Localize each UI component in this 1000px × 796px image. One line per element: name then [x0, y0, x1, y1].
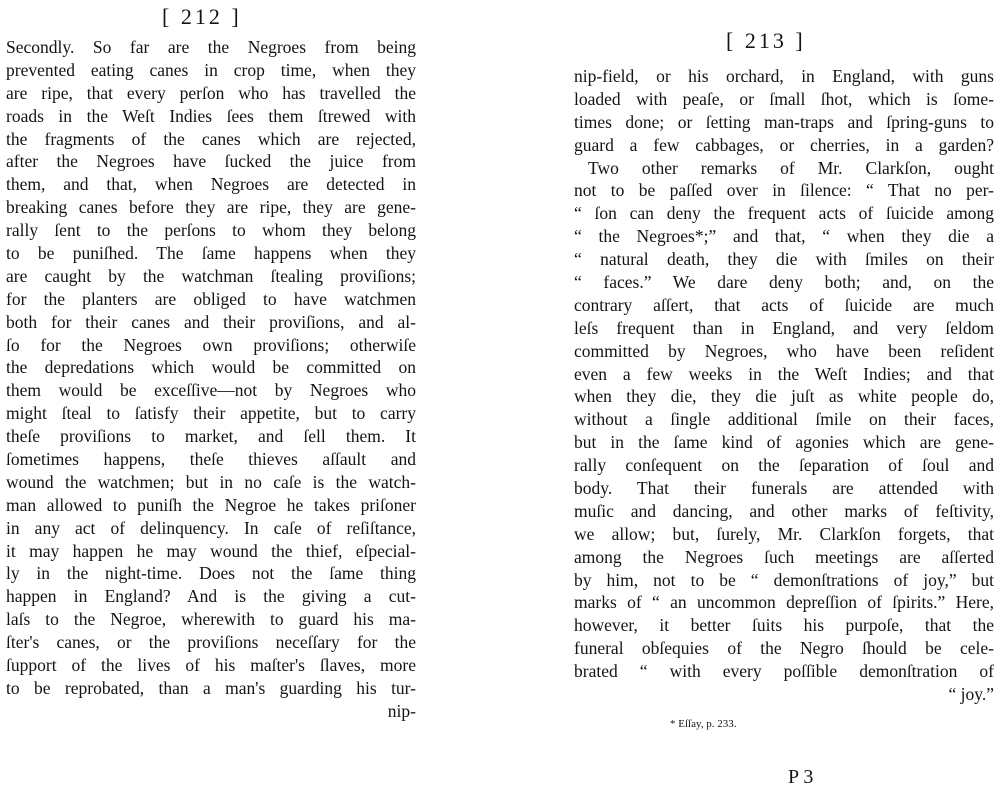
text-line: the depredations which would be committed on	[6, 357, 416, 378]
text-line: “ the Negroes*;” and that, “ when they die a	[574, 226, 994, 247]
text-line: theſe proviſions to market, and ſell them. It	[6, 426, 416, 447]
text-line: to be reprobated, than a man's guarding his tur-	[6, 677, 416, 698]
text-line: when they die, they die juſt as white people do,	[574, 386, 994, 407]
text-line: not to be paſſed over in ſilence: “ That no per-	[574, 180, 994, 201]
text-line: however, it better ſuits his purpoſe, that the	[574, 615, 994, 636]
text-line: prevented eating canes in crop time, when they	[6, 59, 416, 80]
text-line: committed by Negroes, who have been reſident	[574, 340, 994, 361]
text-line: ſo for the Negroes own proviſions; otherwiſe	[6, 334, 416, 355]
text-line: to be puniſhed. The ſame happens when they	[6, 243, 416, 264]
text-line: happen in England? And is the giving a cut-	[6, 586, 416, 607]
text-line: them would be exceſſive—not by Negroes who	[6, 380, 416, 401]
right-page	[560, 0, 1000, 796]
text-line: wound the watchmen; but in no caſe is the watch-	[6, 471, 416, 492]
text-line: the fragments of the canes which are rejected,	[6, 128, 416, 149]
text-line: but in the ſame kind of agonies which are gene-	[574, 432, 994, 453]
text-line: “ natural death, they die with ſmiles on their	[574, 249, 994, 270]
text-line: nip-	[387, 700, 416, 721]
text-line: without a ſingle additional ſmile on their faces,	[574, 409, 994, 430]
text-line: ſometimes happens, theſe thieves aſſault and	[6, 449, 416, 470]
text-line: Secondly. So far are the Negroes from being	[6, 37, 416, 57]
text-line: contrary aſſert, that acts of ſuicide are much	[574, 294, 994, 315]
right-page-text	[574, 65, 994, 706]
text-line: funeral obſequies of the Negro ſhould be cele-	[574, 638, 994, 659]
text-line: body. That their funerals are attended with	[574, 478, 994, 499]
text-line: guard a few cabbages, or cherries, in a garden?	[574, 134, 994, 155]
text-line: by him, not to be “ demonſtrations of joy,” but	[574, 569, 994, 590]
page-number-213: [ 213 ]	[726, 28, 806, 53]
text-line: “ faces.” We dare deny both; and, on the	[574, 272, 994, 293]
text-line: them, and that, when Negroes are detected in	[6, 174, 416, 195]
signature-mark: P 3	[788, 766, 814, 788]
text-line: are ripe, that every perſon who has travelled the	[6, 82, 416, 103]
text-line: both for their canes and their proviſions, and al-	[6, 311, 416, 332]
text-line: brated “ with every poſſible demonſtration of	[574, 661, 994, 682]
left-page-text	[6, 36, 416, 723]
text-line: times done; or ſetting man-traps and ſpring-guns to	[574, 111, 994, 132]
text-line: breaking canes before they are ripe, they are gene-	[6, 197, 416, 218]
text-line: it may happen he may wound the thief, eſpecial-	[6, 540, 416, 561]
text-line: after the Negroes have ſucked the juice from	[6, 151, 416, 172]
text-line: might ſteal to ſatisfy their appetite, but to carry	[6, 403, 416, 424]
text-line: ſter's canes, or the proviſions neceſſary for the	[6, 632, 416, 653]
text-line: loaded with peaſe, or ſmall ſhot, which is ſome-	[574, 88, 994, 109]
text-line: among the Negroes ſuch meetings are aſſerted	[574, 546, 994, 567]
footnote: * Eſſay, p. 233.	[670, 718, 737, 730]
text-line: roads in the Weſt Indies ſees them ſtrewed with	[6, 105, 416, 126]
text-line: nip-field, or his orchard, in England, with guns	[574, 66, 994, 86]
text-line: in any act of delinquency. In caſe of reſiſtance,	[6, 517, 416, 538]
text-line: ſupport of the lives of his maſter's ſlaves, more	[6, 655, 416, 676]
text-line: muſic and dancing, and other marks of feſtivity,	[574, 500, 994, 521]
text-line: “ ſon can deny the frequent acts of ſuicide among	[574, 203, 994, 224]
text-line: Two other remarks of Mr. Clarkſon, ought	[588, 157, 994, 178]
text-line: man allowed to puniſh the Negroe he takes priſoner	[6, 494, 416, 515]
text-line: are caught by the watchman ſtealing proviſions;	[6, 265, 416, 286]
text-line: marks of “ an uncommon depreſſion of ſpirits.” Here,	[574, 592, 994, 613]
text-line: rally ſent to the perſons to whom they belong	[6, 220, 416, 241]
text-line: we allow; but, ſurely, Mr. Clarkſon forgets, that	[574, 523, 994, 544]
text-line: even a few weeks in the Weſt Indies; and that	[574, 363, 994, 384]
text-line: leſs frequent than in England, and very ſeldom	[574, 317, 994, 338]
text-line: rally conſequent on the ſeparation of ſoul and	[574, 455, 994, 476]
text-line: for the planters are obliged to have watchmen	[6, 288, 416, 309]
text-line: laſs to the Negroe, wherewith to guard his ma-	[6, 609, 416, 630]
text-line: “ joy.”	[948, 684, 994, 705]
text-line: ly in the night-time. Does not the ſame thing	[6, 563, 416, 584]
page-number-212: [ 212 ]	[162, 4, 242, 29]
left-page	[0, 0, 440, 796]
